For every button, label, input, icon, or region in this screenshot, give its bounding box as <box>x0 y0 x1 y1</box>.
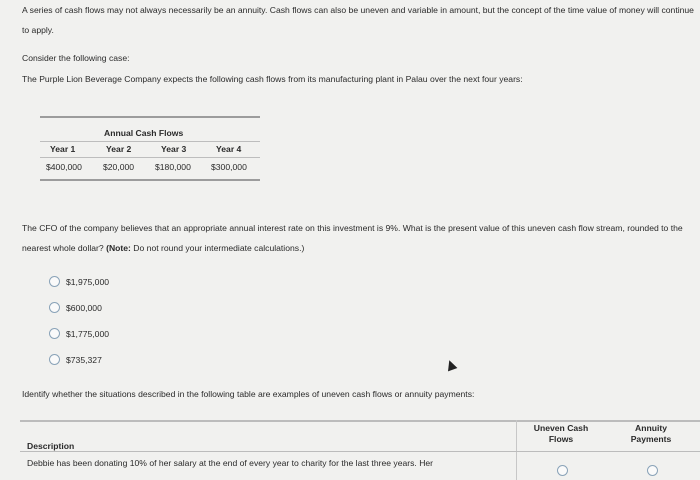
answer-option[interactable] <box>49 328 109 339</box>
cash-flow-value: $400,000 <box>46 162 82 172</box>
answer-option[interactable] <box>49 302 102 313</box>
cash-flow-value: $180,000 <box>155 162 191 172</box>
question-note-text: Do not round your intermediate calculations.) <box>130 243 305 253</box>
table-top-rule <box>20 420 700 422</box>
table-row: Debbie has been donating 10% of her salary at the end of every year to charity for the last three years. Her <box>27 458 434 468</box>
classification-table <box>20 420 700 480</box>
cash-flow-value: $20,000 <box>103 162 135 172</box>
table-top-rule <box>40 116 260 118</box>
answer-option[interactable] <box>49 276 109 287</box>
question-body: The CFO of the company believes that an appropriate annual interest rate on this investment is 9%. What is the present value of this uneven cash flow stream, rounded to the nearest whole dollar? <box>22 223 683 253</box>
year-header: Year 3 <box>161 144 187 154</box>
identify-text: Identify whether the situations described in the following table are examples of uneven cash flows or annuity payments: <box>22 389 475 399</box>
description-header: Description <box>27 441 75 451</box>
intro-text: A series of cash flows may not always necessarily be an annuity. Cash flows can also be uneven and variable in amount, but the concept of the time value of money will continue to apply. <box>22 5 694 35</box>
cash-flow-value: $300,000 <box>211 162 247 172</box>
consider-text: Consider the following case: <box>22 53 130 63</box>
question-note-label: (Note: <box>106 243 131 253</box>
radio-button[interactable] <box>49 328 60 339</box>
year-header: Year 1 <box>50 144 76 154</box>
table-divider <box>20 451 700 452</box>
company-text: The Purple Lion Beverage Company expects the following cash flows from its manufacturing plant in Palau over the next four years: <box>22 74 523 84</box>
year-header: Year 4 <box>216 144 242 154</box>
annuity-payments-header: Annuity Payments <box>630 423 672 444</box>
table-divider <box>40 157 260 158</box>
answer-option[interactable] <box>49 354 102 365</box>
radio-button[interactable] <box>49 302 60 313</box>
answer-option-label: $1,775,000 <box>66 328 110 339</box>
uneven-cash-flows-header: Uneven Cash Flows <box>533 423 589 444</box>
annuity-radio-button[interactable] <box>647 465 658 476</box>
uneven-radio-button[interactable] <box>557 465 568 476</box>
radio-button[interactable] <box>49 276 60 287</box>
table-bottom-rule <box>40 179 260 181</box>
table-divider <box>40 141 260 142</box>
answer-option-label: $735,327 <box>66 354 102 365</box>
year-header: Year 2 <box>106 144 132 154</box>
mouse-pointer-icon <box>445 359 458 372</box>
cash-flow-table <box>40 116 260 172</box>
table-caption: Annual Cash Flows <box>104 128 184 138</box>
answer-option-label: $1,975,000 <box>66 276 110 287</box>
answer-option-label: $600,000 <box>66 302 102 313</box>
radio-button[interactable] <box>49 354 60 365</box>
question-text <box>22 218 692 258</box>
column-divider <box>516 420 517 480</box>
